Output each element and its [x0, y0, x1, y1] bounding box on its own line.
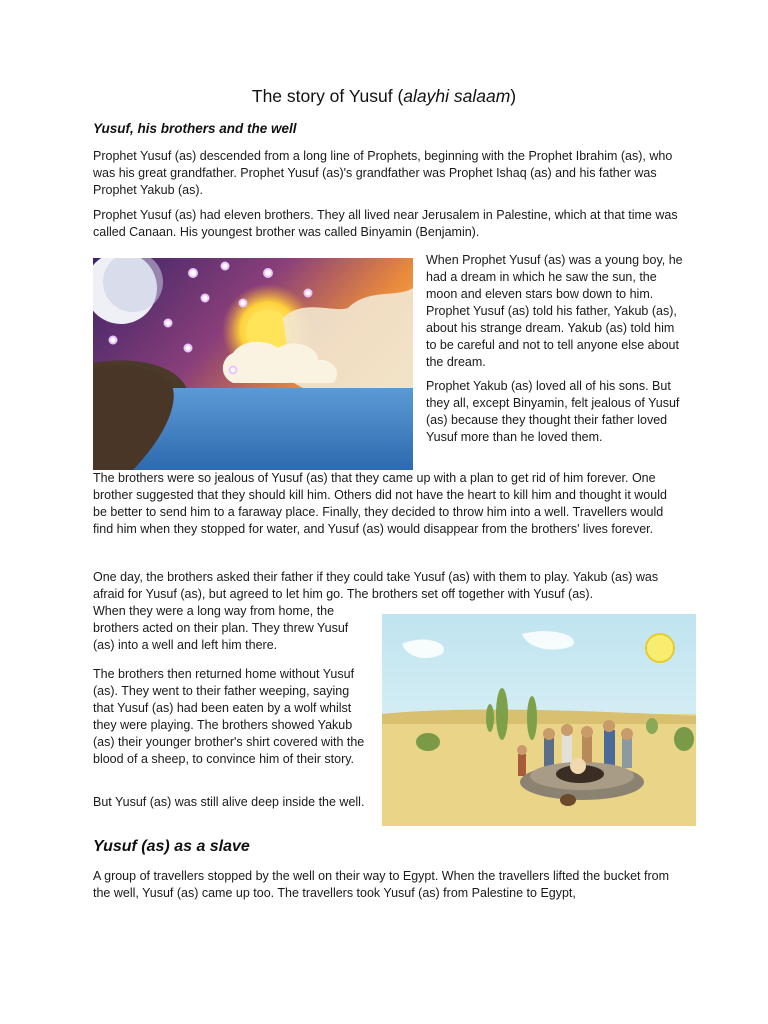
paragraph-dream: When Prophet Yusuf (as) was a young boy, he had a dream in which he saw the sun, the moon and eleven stars bow down to him. Prophet Yusuf (as) told his father, Yakub (as), about his strange dream. Yakub (as) told him to be careful and not to tell anyone else about the dream. [426, 253, 683, 369]
paragraph-brothers: Prophet Yusuf (as) had eleven brothers. They all lived near Jerusalem in Palestine, which at that time was called Canaan. His youngest brother was called Binyamin (Benjamin). [93, 208, 678, 239]
paragraph-plan: The brothers were so jealous of Yusuf (as) that they came up with a plan to get rid of him forever. One brother suggested that they should kill him. Others did not have the heart to kill him and thought it would be better to send him to a faraway place. Finally, they decided to throw him into a well. Travellers would find him when they stopped for water, and Yusuf (as) would disappear from the brothers' lives forever. [93, 471, 667, 536]
brothers-at-well-icon [382, 614, 696, 826]
paragraph-returned: The brothers then returned home without Yusuf (as). They went to their father weeping, saying that Yusuf (as) had been eaten by a wolf whilst they were playing. The brothers showed Yakub (as) their younger brother's shirt covered with the blood of a sheep, to convince him of their story. [93, 667, 365, 766]
paragraph-alive: But Yusuf (as) was still alive deep inside the well. [93, 795, 365, 809]
section-heading-slave: Yusuf (as) as a slave [93, 838, 250, 855]
paragraph-lineage: Prophet Yusuf (as) descended from a long line of Prophets, beginning with the Prophet Ibrahim (as), who was his great grandfather. Prophet Yusuf (as)'s grandfather was Prophet Ishaq (as) and his father was Prophet Yakub (as). [93, 149, 673, 197]
paragraph-set-off: One day, the brothers asked their father if they could take Yusuf (as) with them to play. Yakub (as) was afraid for Yusuf (as), but agreed to let him go. The brothers set off together with Yusuf (as). [93, 570, 659, 601]
title-prefix: The story of Yusuf ( [251, 86, 404, 106]
title-italic: alayhi salaam [403, 86, 511, 106]
page-title [0, 86, 768, 107]
paragraph-jealous: Prophet Yakub (as) loved all of his sons. But they all, except Binyamin, felt jealous of Yusuf (as) because they thought their father loved Yusuf more than he loved them. [426, 379, 680, 444]
well-illustration [382, 614, 696, 826]
paragraph-threw: When they were a long way from home, the brothers acted on their plan. They threw Yusuf (as) into a well and left him there. [93, 604, 349, 652]
paragraph-travellers: A group of travellers stopped by the well on their way to Egypt. When the travellers lifted the bucket from the well, Yusuf (as) came up too. The travellers took Yusuf (as) from Palestine to Egypt, [93, 869, 669, 900]
section-heading-well: Yusuf, his brothers and the well [93, 121, 297, 136]
dream-illustration [93, 258, 413, 470]
title-suffix: ) [510, 86, 517, 106]
dream-sun-moon-stars-icon [93, 258, 413, 470]
